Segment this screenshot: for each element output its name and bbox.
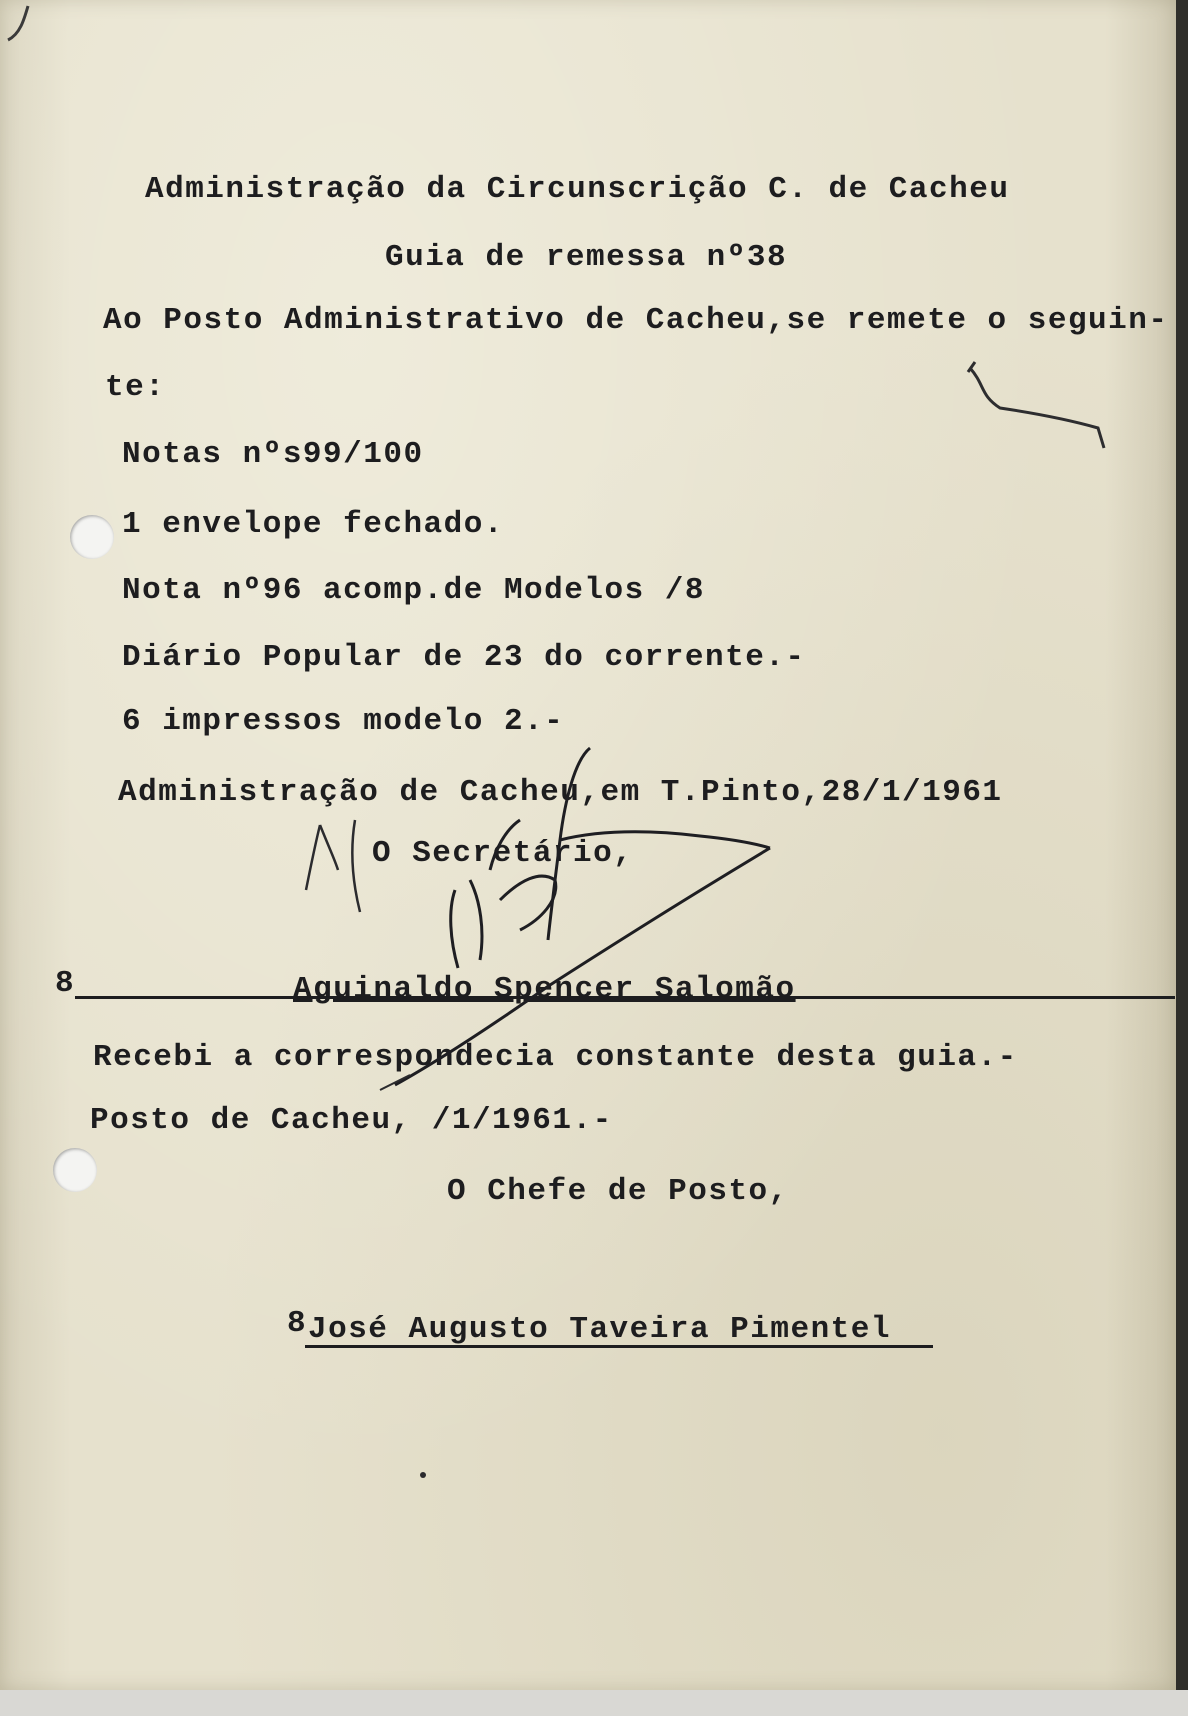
document-subtitle: Guia de remessa nº38 <box>385 240 788 275</box>
intro-line-1: Ao Posto Administrativo de Cacheu,se remete o seguin- <box>103 303 1169 338</box>
list-item: Nota nº96 acomp.de Modelos /8 <box>122 573 705 608</box>
receipt-line-2: Posto de Cacheu, /1/1961.- <box>90 1103 613 1138</box>
sender-name: Aguinaldo Spencer Salomão <box>293 972 796 1007</box>
pencil-check-mark <box>970 368 1104 448</box>
receiver-number: 8 <box>287 1306 308 1341</box>
initials-mark <box>306 820 360 912</box>
stray-mark <box>380 1075 410 1090</box>
receiver-role: O Chefe de Posto, <box>447 1174 789 1209</box>
place-date: Administração de Cacheu,em T.Pinto,28/1/1961 <box>118 775 1003 810</box>
ink-dot <box>420 1472 426 1478</box>
list-item: Diário Popular de 23 do corrente.- <box>122 640 806 675</box>
scan-artifact-mark <box>8 6 28 40</box>
sender-role: O Secretário, <box>372 836 634 871</box>
list-item: 6 impressos modelo 2.- <box>122 704 565 739</box>
secretary-signature <box>395 748 770 1085</box>
sender-number: 8 <box>55 966 76 1001</box>
list-item: Notas nºs99/100 <box>122 437 424 472</box>
document-title: Administração da Circunscrição C. de Cacheu <box>145 172 1010 207</box>
receipt-line-1: Recebi a correspondecia constante desta guia.- <box>93 1040 1018 1075</box>
intro-line-2: te: <box>105 370 166 405</box>
receiver-name: José Augusto Taveira Pimentel <box>308 1312 891 1347</box>
list-item: 1 envelope fechado. <box>122 507 504 542</box>
